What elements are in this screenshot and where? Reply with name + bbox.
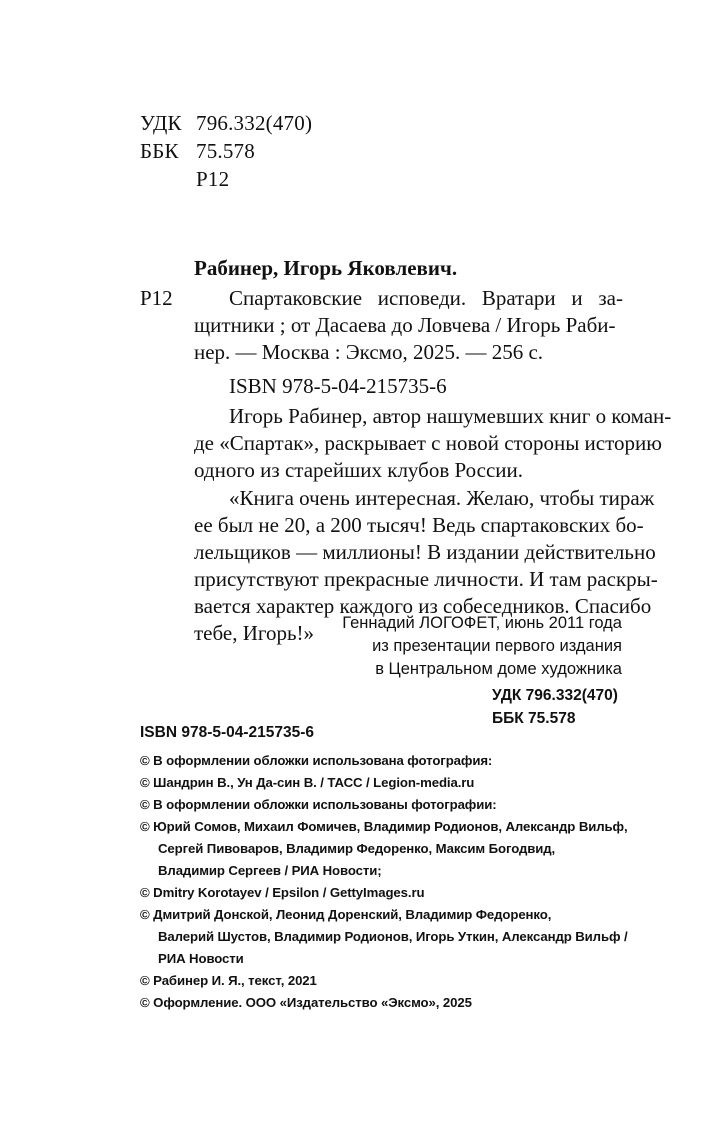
title-line: нер. — Москва : Эксмо, 2025. — 256 с.: [194, 340, 544, 364]
udk-repeat: УДК 796.332(470): [492, 687, 618, 704]
quote-line: лельщиков — миллионы! В издании действительно: [194, 540, 656, 564]
copyright-line: © В оформлении обложки использованы фотографии:: [140, 797, 497, 812]
bbk-label: ББК: [140, 139, 179, 163]
title-line: щитники ; от Дасаева до Ловчева / Игорь Раби-: [194, 313, 616, 337]
copyright-line: © Рабинер И. Я., текст, 2021: [140, 973, 317, 988]
quote-line: тебе, Игорь!»: [194, 621, 315, 645]
udk-value: 796.332(470): [196, 111, 313, 135]
quote-line: вается характер каждого из собеседников. Спасибо: [194, 594, 652, 618]
copyright-line: © Dmitry Korotayev / Epsilon / GettyImages.ru: [140, 885, 425, 900]
record-sign: Р12: [140, 286, 173, 310]
udk-line: [140, 108, 312, 138]
annotation-line: де «Спартак», раскрывает с новой стороны историю: [194, 431, 662, 455]
copyright-line: Сергей Пивоваров, Владимир Федоренко, Максим Богодвид,: [158, 841, 556, 856]
bbk-line: [140, 136, 255, 166]
annotation-line: Игорь Рабинер, автор нашумевших книг о коман-: [229, 404, 672, 428]
copyright-line: © Дмитрий Донской, Леонид Доренский, Владимир Федоренко,: [140, 907, 552, 922]
udk-label: УДК: [140, 111, 182, 135]
quote-line: присутствуют прекрасные личности. И там раскры-: [194, 567, 658, 591]
bbk-repeat: ББК 75.578: [492, 710, 576, 727]
quote-line: «Книга очень интересная. Желаю, чтобы тираж: [229, 486, 655, 510]
annotation-line: одного из старейших клубов России.: [194, 458, 524, 482]
isbn: ISBN 978-5-04-215735-6: [229, 374, 447, 398]
copyright-line: © В оформлении обложки использована фотография:: [140, 753, 493, 768]
attribution-line: из презентации первого издания: [372, 637, 622, 655]
bbk-value: 75.578: [196, 139, 255, 163]
author-sign: Р12: [196, 167, 230, 191]
author-heading: Рабинер, Игорь Яковлевич.: [194, 256, 458, 280]
copyright-line: Валерий Шустов, Владимир Родионов, Игорь Уткин, Александр Вильф /: [158, 929, 628, 944]
attribution-line: в Центральном доме художника: [375, 660, 622, 678]
copyright-line: © Оформление. ООО «Издательство «Эксмо», 2025: [140, 995, 472, 1010]
title-line: Спартаковские исповеди. Вратари и за-: [229, 286, 623, 310]
attribution-line: Геннадий ЛОГОФЕТ, июнь 2011 года: [342, 614, 622, 632]
copyright-line: © Шандрин В., Ун Да-син В. / ТАСС / Legion-media.ru: [140, 775, 475, 790]
copyright-line: © Юрий Сомов, Михаил Фомичев, Владимир Родионов, Александр Вильф,: [140, 819, 628, 834]
quote-line: ее был не 20, а 200 тысяч! Ведь спартаковских бо-: [194, 513, 644, 537]
copyright-isbn: ISBN 978-5-04-215735-6: [140, 724, 315, 741]
copyright-line: Владимир Сергеев / РИА Новости;: [158, 863, 382, 878]
copyright-line: РИА Новости: [158, 951, 244, 966]
